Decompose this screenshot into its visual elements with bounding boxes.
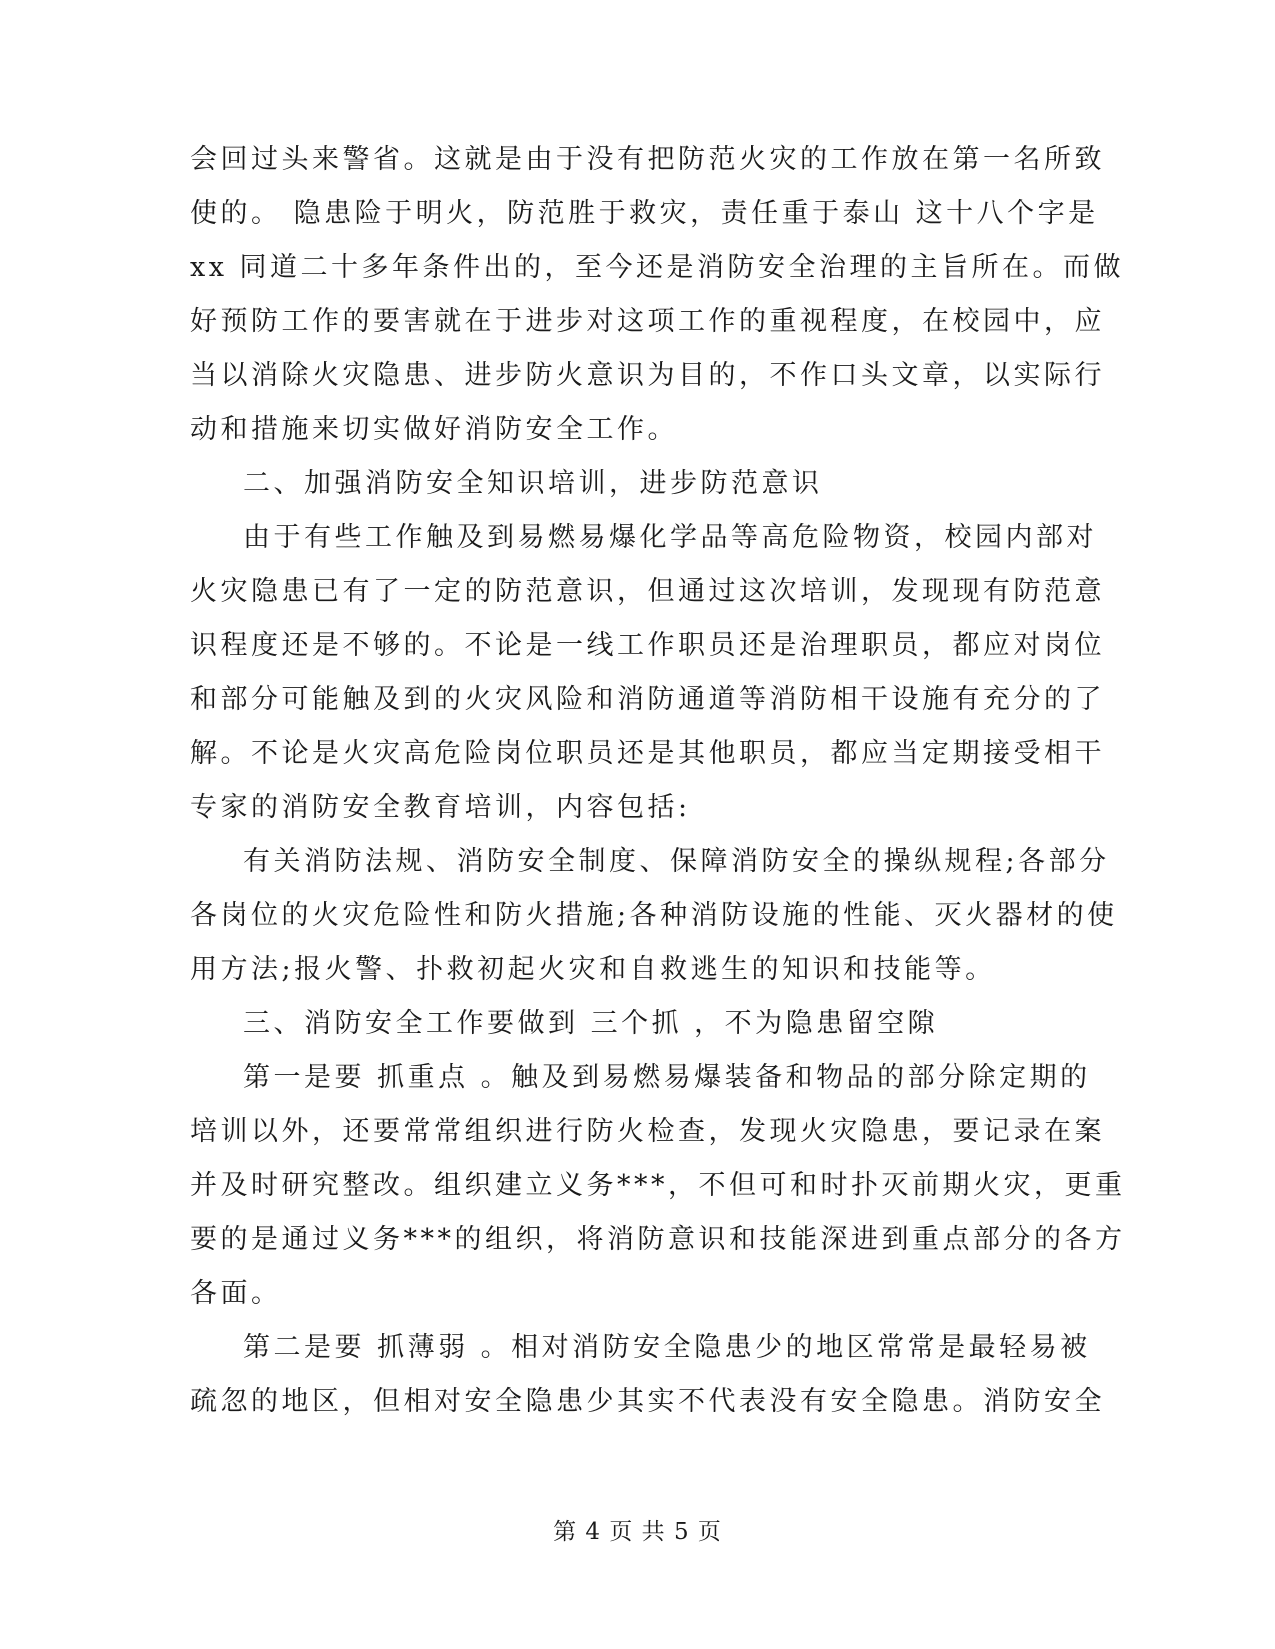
text-line: 解。不论是火灾高危险岗位职员还是其他职员，都应当定期接受相干 [190,738,1105,769]
text-line: 各面。 [190,1278,282,1309]
text-line: 专家的消防安全教育培训，内容包括: [190,792,691,823]
text-line: 当以消除火灾隐患、进步防火意识为目的，不作口头文章，以实际行 [190,360,1105,391]
text-line: 第二是要 抓薄弱 。相对消防安全隐患少的地区常常是最轻易被 [243,1332,1091,1363]
text-line: 使的。 隐患险于明火，防范胜于救灾，责任重于泰山 这十八个字是 [190,198,1099,229]
text-line: 并及时研究整改。组织建立义务***，不但可和时扑灭前期火灾，更重 [190,1170,1126,1201]
section-heading: 三、消防安全工作要做到 三个抓 ，不为隐患留空隙 [243,1008,939,1039]
text-line: 好预防工作的要害就在于进步对这项工作的重视程度，在校园中，应 [190,306,1105,337]
text-line: 疏忽的地区，但相对安全隐患少其实不代表没有安全隐患。消防安全 [190,1386,1105,1417]
text-line: xx 同道二十多年条件出的，至今还是消防安全治理的主旨所在。而做 [190,252,1125,283]
text-line: 火灾隐患已有了一定的防范意识，但通过这次培训，发现现有防范意 [190,576,1105,607]
page-footer: 第 4 页 共 5 页 [553,1519,722,1545]
text-line: 各岗位的火灾危险性和防火措施;各种消防设施的性能、灭火器材的使 [190,900,1118,931]
section-heading: 二、加强消防安全知识培训，进步防范意识 [243,468,823,499]
text-line: 和部分可能触及到的火灾风险和消防通道等消防相干设施有充分的了 [190,684,1105,715]
text-line: 动和措施来切实做好消防安全工作。 [190,414,678,445]
text-line: 识程度还是不够的。不论是一线工作职员还是治理职员，都应对岗位 [190,630,1105,661]
text-line: 培训以外，还要常常组织进行防火检查，发现火灾隐患，要记录在案 [190,1116,1105,1147]
text-line: 要的是通过义务***的组织，将消防意识和技能深进到重点部分的各方 [190,1224,1126,1255]
text-line: 有关消防法规、消防安全制度、保障消防安全的操纵规程;各部分 [243,846,1110,877]
text-line: 第一是要 抓重点 。触及到易燃易爆装备和物品的部分除定期的 [243,1062,1091,1093]
text-line: 用方法;报火警、扑救初起火灾和自救逃生的知识和技能等。 [190,954,996,985]
text-line: 由于有些工作触及到易燃易爆化学品等高危险物资，校园内部对 [243,522,1097,553]
text-line: 会回过头来警省。这就是由于没有把防范火灾的工作放在第一名所致 [190,144,1105,175]
